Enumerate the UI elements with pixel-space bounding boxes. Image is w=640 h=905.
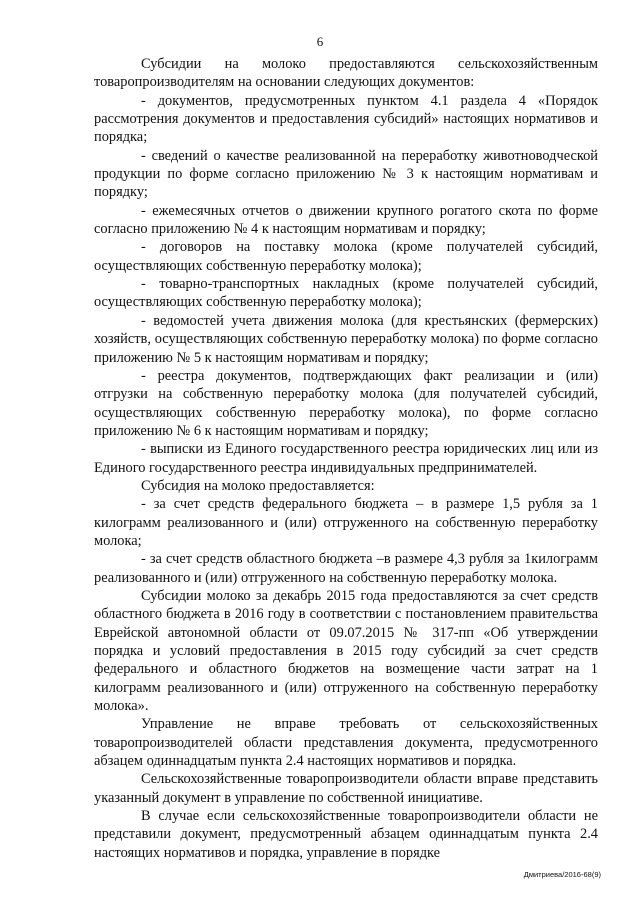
- list-item-registry-extract: - выписки из Единого государственного реестра юридических лиц или из Единого государственного реестра индивидуальных предпринимателей.: [94, 441, 598, 476]
- paragraph-december-subsidy: Субсидии молоко за декабрь 2015 года предоставляются за счет средств областного бюджета в 2016 году в соответствии с постановлением правительства Еврейской автономной области от 09.07.2015 № 317-пп «Об утверждении порядка и условий предоставления в 2015 году субсидий за счет средств федерального и областного бюджетов на возмещение части затрат на 1 килограмм реализованного и (или) отгруженного на собственную переработку молока».: [94, 587, 598, 715]
- list-item-document-register: - реестра документов, подтверждающих факт реализации и (или) отгрузки на собственную переработку молока (для получателей субсидий, осуществляющих собственную переработку молока), по форме согласно приложению № 6 к настоящим нормативам и порядку;: [94, 367, 598, 439]
- list-item-supply-contracts: - договоров на поставку молока (кроме получателей субсидий, осуществляющих собственную переработку молока);: [94, 239, 598, 274]
- list-item-cattle-reports: - ежемесячных отчетов о движении крупного рогатого скота по форме согласно приложению № 4 к настоящим нормативам и порядку;: [94, 202, 598, 238]
- page-number: 6: [316, 34, 324, 49]
- list-item-quality-info: - сведений о качестве реализованной на переработку животноводческой продукции по форме согласно приложению № 3 к настоящим нормативам и порядку;: [94, 147, 598, 201]
- list-item-documents: - документов, предусмотренных пунктом 4.1 раздела 4 «Порядок рассмотрения документов и предоставления субсидий» настоящих нормативов и порядка;: [94, 92, 598, 146]
- document-body: [94, 55, 598, 862]
- paragraph-producers-right: Сельскохозяйственные товаропроизводители области вправе представить указанный документ в управление по собственной инициативе.: [94, 771, 598, 806]
- list-item-federal-budget: - за счет средств федерального бюджета – в размере 1,5 рубля за 1 килограмм реализованного и (или) отгруженного на собственную переработку молока;: [94, 496, 598, 549]
- paragraph-intro: Субсидии на молоко предоставляются сельскохозяйственным товаропроизводителям на основании следующих документов:: [94, 56, 598, 91]
- list-item-milk-statements: - ведомостей учета движения молока (для крестьянских (фермерских) хозяйств, осуществляющих собственную переработку молока) по форме согласно приложению № 5 к настоящим нормативам и порядку;: [94, 312, 598, 366]
- paragraph-if-not-submitted: В случае если сельскохозяйственные товаропроизводители области не представили документ, предусмотренный абзацем одиннадцатым пункта 2.4 настоящих нормативов и порядка, управление в порядке: [94, 808, 598, 861]
- paragraph-subsidy-provided: Субсидия на молоко предоставляется:: [141, 477, 375, 494]
- paragraph-management-rights: Управление не вправе требовать от сельскохозяйственных товаропроизводителей области представления документа, предусмотренного абзацем одиннадцатым пункта 2.4 настоящих нормативов и порядка.: [94, 716, 598, 770]
- list-item-regional-budget: - за счет средств областного бюджета –в размере 4,3 рубля за 1килограмм реализованного и (или) отгруженного на собственную переработку молока.: [94, 551, 598, 586]
- footer-reference: Дмитриева/2016-68(9): [523, 870, 601, 879]
- list-item-waybills: - товарно-транспортных накладных (кроме получателей субсидий, осуществляющих собственную переработку молока);: [94, 276, 598, 311]
